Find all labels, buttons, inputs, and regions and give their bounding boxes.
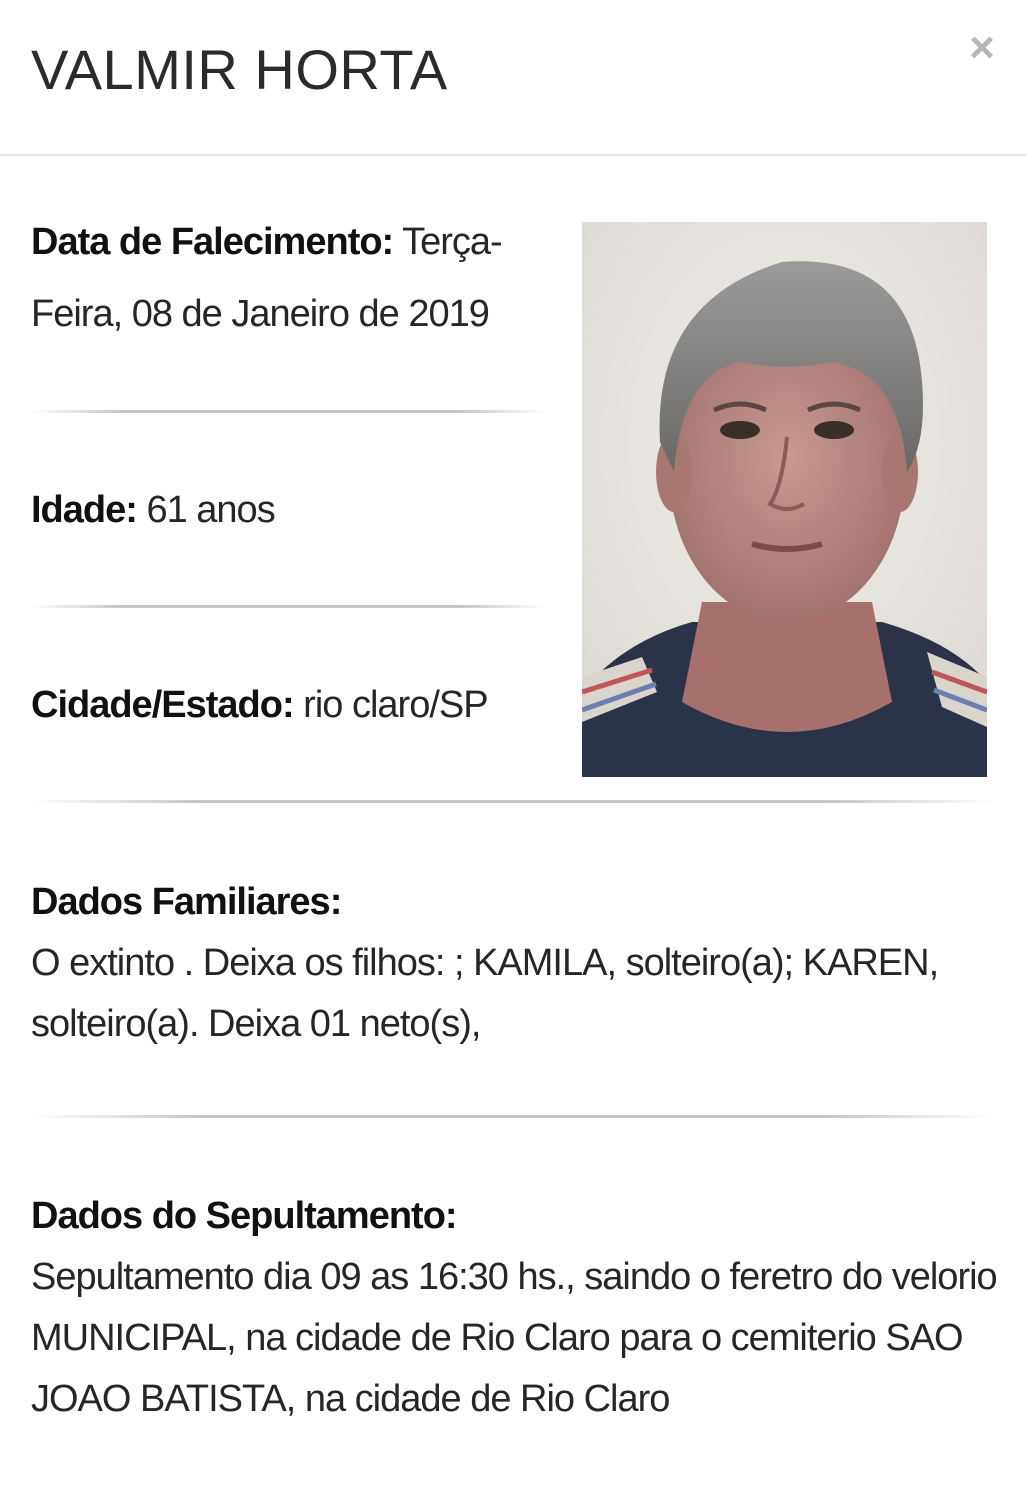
family-section — [31, 872, 1001, 1055]
burial-section — [31, 1186, 1001, 1430]
death-date-field — [31, 206, 551, 350]
page-title: VALMIR HORTA — [31, 38, 448, 101]
family-text: O extinto . Deixa os filhos: ; KAMILA, solteiro(a); KAREN, solteiro(a). Deixa 01 neto(s), — [31, 942, 939, 1045]
city-state-field — [31, 669, 551, 741]
family-heading: Dados Familiares: — [31, 881, 342, 923]
city-state-label: Cidade/Estado: — [31, 684, 294, 726]
burial-text: Sepultamento dia 09 as 16:30 hs., saindo o feretro do velorio MUNICIPAL, na cidade de Rio Claro para o cemiterio SAO JOAO BATISTA, na cidade de Rio Claro — [31, 1256, 997, 1420]
death-date-value: Terça-Feira, 08 de Janeiro de 2019 — [31, 221, 502, 335]
modal-header — [0, 0, 1026, 156]
close-icon[interactable]: × — [969, 23, 995, 72]
burial-heading: Dados do Sepultamento: — [31, 1195, 457, 1237]
divider — [31, 800, 996, 803]
death-date-label: Data de Falecimento: — [31, 221, 394, 263]
divider — [31, 410, 549, 413]
city-state-value: rio claro/SP — [303, 684, 488, 726]
portrait-photo — [582, 222, 987, 777]
divider — [31, 1115, 996, 1118]
divider — [31, 605, 549, 608]
age-label: Idade: — [31, 489, 137, 531]
age-field — [31, 474, 551, 546]
age-value: 61 anos — [146, 489, 275, 531]
